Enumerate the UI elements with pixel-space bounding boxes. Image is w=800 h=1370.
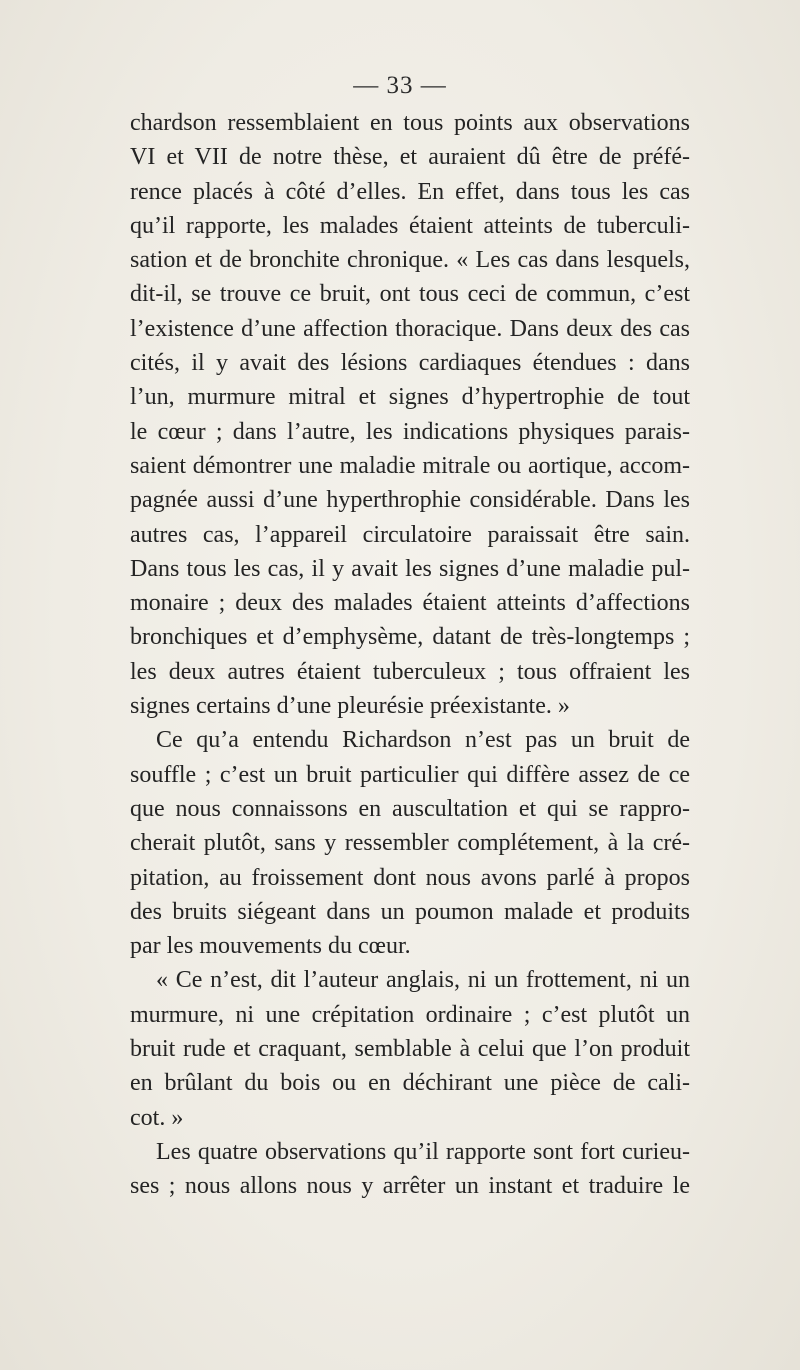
text-line: Les quatre observations qu’il rapporte sont fort curieu- xyxy=(156,1138,690,1165)
text-line: bruit rude et craquant, semblable à celui que l’on produit xyxy=(130,1036,690,1063)
text-line: Ce qu’a entendu Richardson n’est pas un bruit de xyxy=(156,727,690,754)
text-line: cherait plutôt, sans y ressembler complétement, à la cré- xyxy=(130,830,690,857)
text-line: cités, il y avait des lésions cardiaques étendues : dans xyxy=(130,350,690,377)
text-line: qu’il rapporte, les malades étaient atteints de tuberculi- xyxy=(130,212,690,239)
text-line: le cœur ; dans l’autre, les indications physiques parais- xyxy=(130,418,690,445)
text-line: l’un, murmure mitral et signes d’hypertrophie de tout xyxy=(130,384,690,411)
text-line: souffle ; c’est un bruit particulier qui diffère assez de ce xyxy=(130,761,690,788)
text-line: Dans tous les cas, il y avait les signes d’une maladie pul- xyxy=(130,555,690,582)
text-line: sation et de bronchite chronique. « Les cas dans lesquels, xyxy=(130,247,690,274)
text-line: murmure, ni une crépitation ordinaire ; c’est plutôt un xyxy=(130,1001,690,1028)
text-line: les deux autres étaient tuberculeux ; tous offraient les xyxy=(130,658,690,685)
text-line: en brûlant du bois ou en déchirant une pièce de cali- xyxy=(130,1070,690,1097)
text-line: saient démontrer une maladie mitrale ou aortique, accom- xyxy=(130,452,690,479)
text-line: signes certains d’une pleurésie préexistante. » xyxy=(130,693,570,720)
text-line: bronchiques et d’emphysème, datant de très-longtemps ; xyxy=(130,624,690,651)
text-line: des bruits siégeant dans un poumon malade et produits xyxy=(130,898,690,925)
text-line: cot. » xyxy=(130,1104,184,1131)
text-line: chardson ressemblaient en tous points aux observations xyxy=(130,110,690,136)
body-text xyxy=(130,106,690,1204)
text-line: l’existence d’une affection thoracique. Dans deux des cas xyxy=(130,315,690,342)
text-line: monaire ; deux des malades étaient atteints d’affections xyxy=(130,590,690,617)
text-line: autres cas, l’appareil circulatoire paraissait être sain. xyxy=(130,521,690,548)
text-line: ses ; nous allons nous y arrêter un instant et traduire le xyxy=(130,1173,690,1200)
text-line: rence placés à côté d’elles. En effet, dans tous les cas xyxy=(130,178,690,205)
text-line: pitation, au froissement dont nous avons parlé à propos xyxy=(130,864,690,891)
page-number: — 33 — xyxy=(353,72,447,99)
text-line: VI et VII de notre thèse, et auraient dû être de préfé- xyxy=(130,144,690,171)
text-line: que nous connaissons en auscultation et qui se rappro- xyxy=(130,795,690,822)
text-line: « Ce n’est, dit l’auteur anglais, ni un frottement, ni un xyxy=(156,967,690,994)
text-line: dit-il, se trouve ce bruit, ont tous ceci de commun, c’est xyxy=(130,281,690,308)
text-line: par les mouvements du cœur. xyxy=(130,933,411,960)
text-line: pagnée aussi d’une hyperthrophie considérable. Dans les xyxy=(130,487,690,514)
